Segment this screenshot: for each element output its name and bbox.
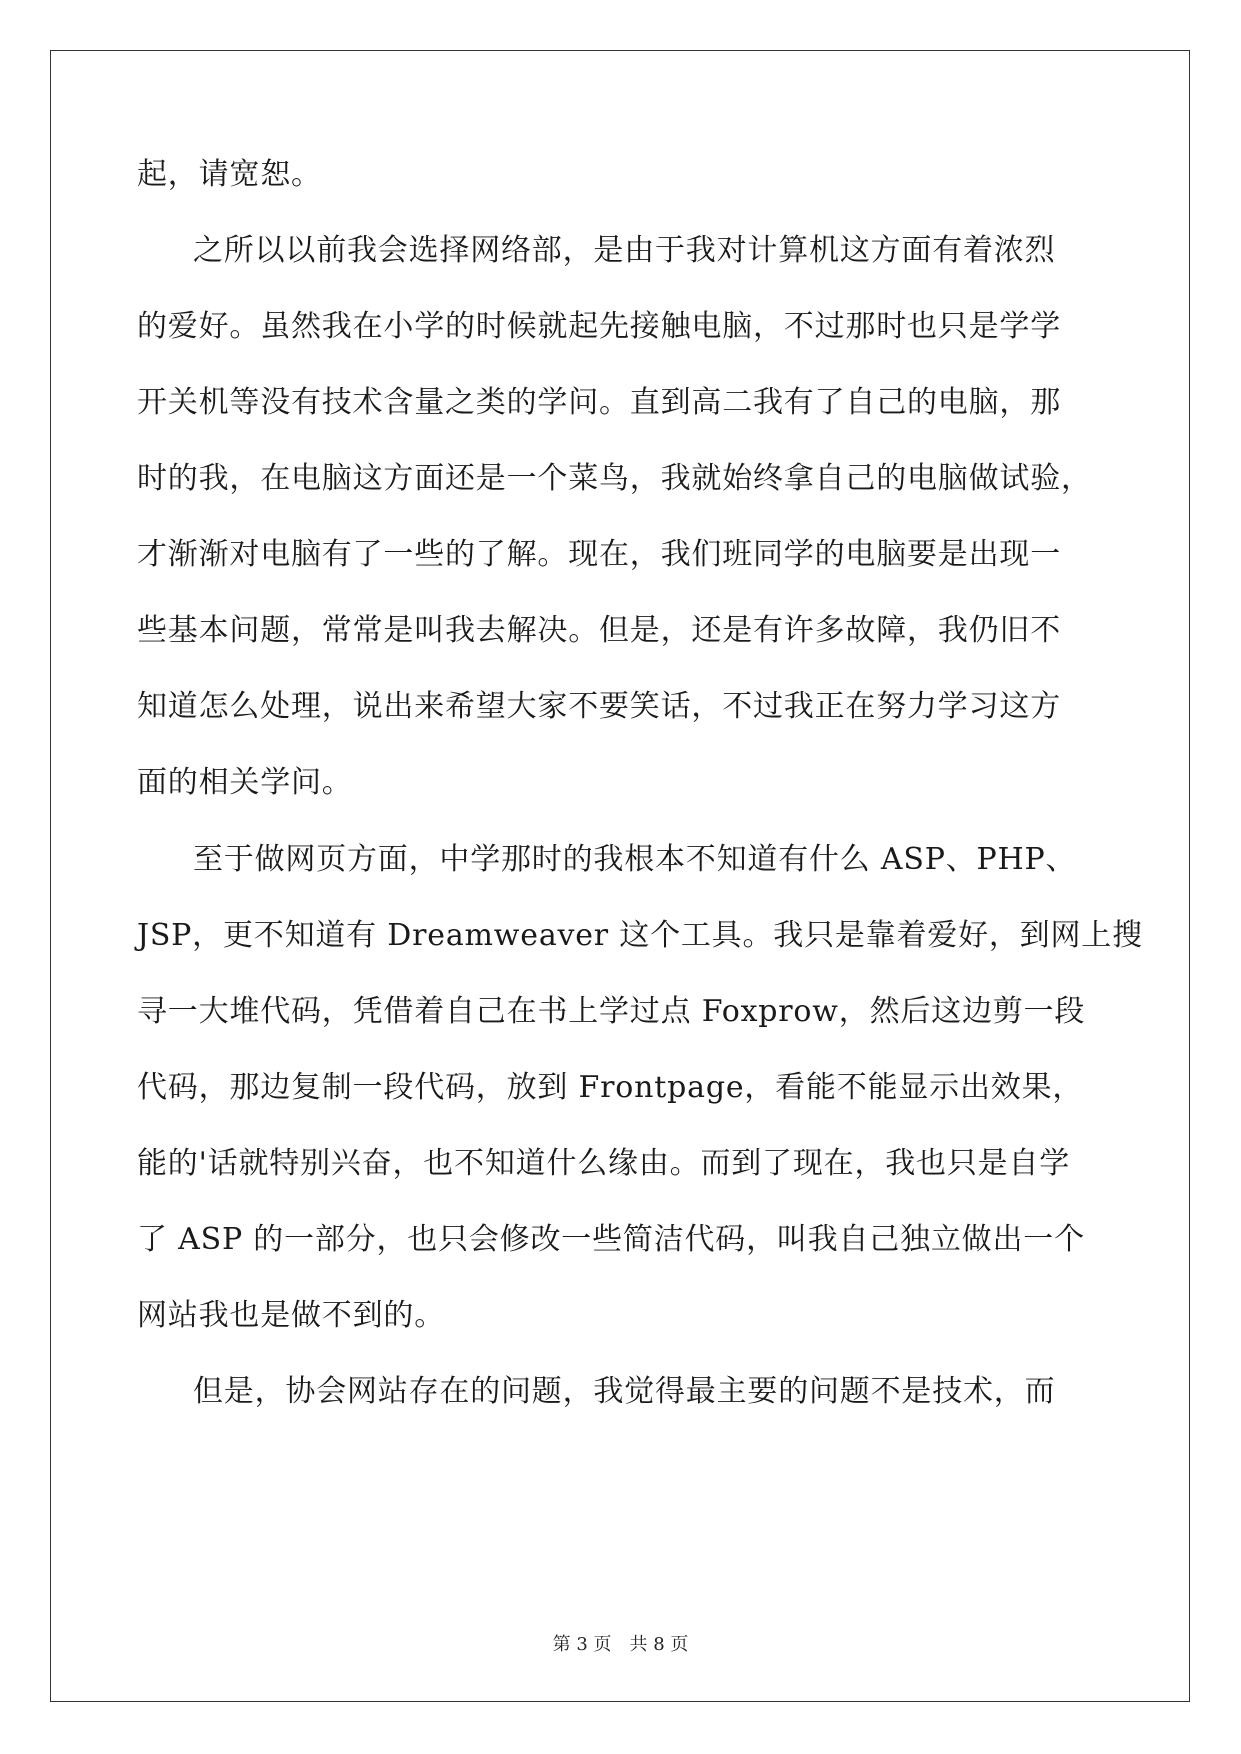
page-number-footer: 第 3 页 共 8 页: [552, 1634, 689, 1655]
text-line: 时的我，在电脑这方面还是一个菜鸟，我就始终拿自己的电脑做试验，: [137, 461, 1092, 496]
text-line: 能的'话就特别兴奋，也不知道什么缘由。而到了现在，我也只是自学: [137, 1146, 1071, 1181]
text-line: 但是，协会网站存在的问题，我觉得最主要的问题不是技术，而: [193, 1374, 1056, 1409]
text-line: 面的相关学问。: [137, 765, 353, 800]
text-line: 的爱好。虽然我在小学的时候就起先接触电脑，不过那时也只是学学: [137, 309, 1061, 344]
text-line: 知道怎么处理，说出来希望大家不要笑话，不过我正在努力学习这方: [137, 689, 1061, 724]
text-line: 至于做网页方面，中学那时的我根本不知道有什么 ASP、PHP、: [193, 842, 1077, 877]
text-line: 代码，那边复制一段代码，放到 Frontpage，看能不能显示出效果，: [137, 1070, 1084, 1105]
text-line: 寻一大堆代码，凭借着自己在书上学过点 Foxprow，然后这边剪一段: [137, 994, 1086, 1029]
text-line: 之所以以前我会选择网络部，是由于我对计算机这方面有着浓烈: [193, 233, 1056, 268]
text-line: 了 ASP 的一部分，也只会修改一些简洁代码，叫我自己独立做出一个: [137, 1222, 1085, 1257]
text-line: 网站我也是做不到的。: [137, 1298, 445, 1333]
text-line: JSP，更不知道有 Dreamweaver 这个工具。我只是靠着爱好，到网上搜: [137, 918, 1143, 953]
text-line: 起，请宽恕。: [137, 157, 322, 192]
text-line: 开关机等没有技术含量之类的学问。直到高二我有了自己的电脑，那: [137, 385, 1061, 420]
text-line: 些基本问题，常常是叫我去解决。但是，还是有许多故障，我仍旧不: [137, 613, 1061, 648]
text-line: 才渐渐对电脑有了一些的了解。现在，我们班同学的电脑要是出现一: [137, 537, 1061, 572]
